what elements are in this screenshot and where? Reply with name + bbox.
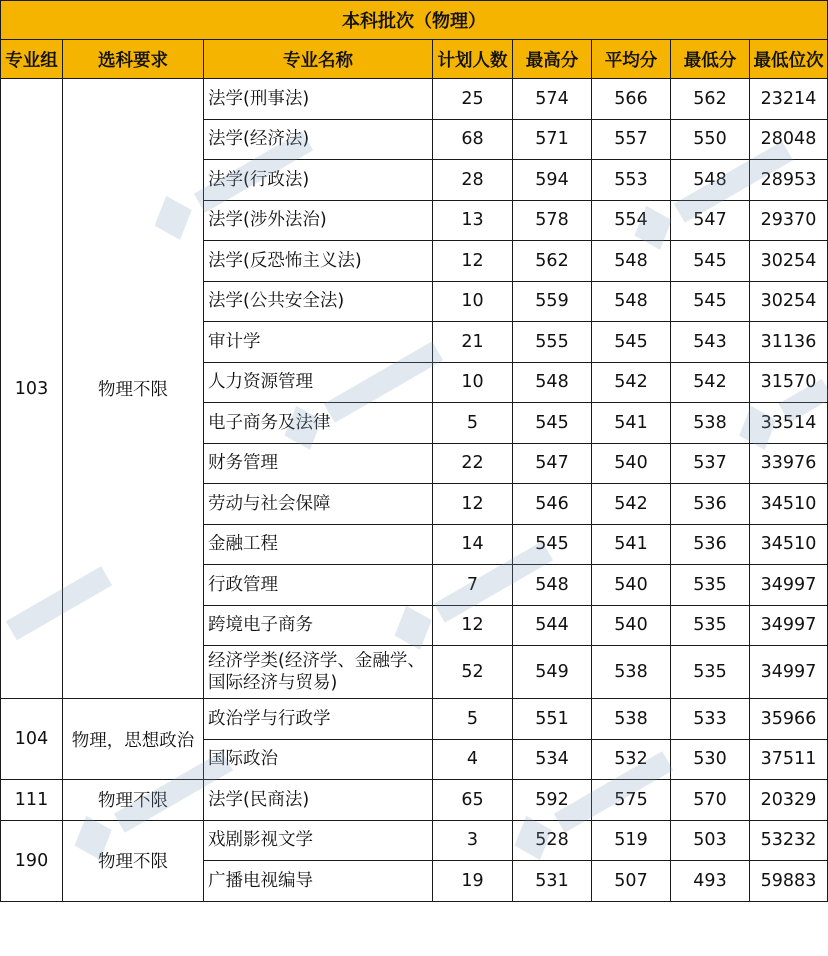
min-score-cell: 493 <box>671 861 750 902</box>
plan-count-cell: 21 <box>433 322 513 363</box>
avg-score-cell: 542 <box>592 362 671 403</box>
plan-count-cell: 4 <box>433 739 513 780</box>
avg-score-cell: 541 <box>592 524 671 565</box>
min-rank-cell: 34997 <box>750 565 828 606</box>
min-rank-cell: 34510 <box>750 524 828 565</box>
min-score-cell: 547 <box>671 200 750 241</box>
header-major: 专业名称 <box>204 40 433 79</box>
major-name-cell: 法学(反恐怖主义法) <box>204 241 433 282</box>
major-name-cell: 广播电视编导 <box>204 861 433 902</box>
table-row <box>1 780 828 821</box>
header-group: 专业组 <box>1 40 63 79</box>
min-rank-cell: 59883 <box>750 861 828 902</box>
major-name-cell: 金融工程 <box>204 524 433 565</box>
title-row <box>1 1 828 40</box>
plan-count-cell: 22 <box>433 443 513 484</box>
min-score-cell: 536 <box>671 524 750 565</box>
plan-count-cell: 7 <box>433 565 513 606</box>
max-score-cell: 548 <box>513 565 592 606</box>
major-name-cell: 戏剧影视文学 <box>204 820 433 861</box>
major-name-cell: 法学(行政法) <box>204 160 433 201</box>
major-name-cell: 法学(公共安全法) <box>204 281 433 322</box>
plan-count-cell: 28 <box>433 160 513 201</box>
header-rank: 最低位次 <box>750 40 828 79</box>
avg-score-cell: 538 <box>592 646 671 699</box>
max-score-cell: 551 <box>513 699 592 740</box>
major-name-cell: 审计学 <box>204 322 433 363</box>
major-name-cell: 财务管理 <box>204 443 433 484</box>
subject-requirement-cell: 物理，思想政治 <box>63 699 204 780</box>
major-name-cell: 法学(刑事法) <box>204 79 433 120</box>
min-score-cell: 535 <box>671 605 750 646</box>
min-score-cell: 570 <box>671 780 750 821</box>
avg-score-cell: 540 <box>592 443 671 484</box>
min-score-cell: 542 <box>671 362 750 403</box>
group-code-cell: 104 <box>1 699 63 780</box>
avg-score-cell: 519 <box>592 820 671 861</box>
plan-count-cell: 12 <box>433 605 513 646</box>
avg-score-cell: 566 <box>592 79 671 120</box>
major-name-cell: 劳动与社会保障 <box>204 484 433 525</box>
plan-count-cell: 5 <box>433 699 513 740</box>
group-code-cell: 190 <box>1 820 63 901</box>
plan-count-cell: 5 <box>433 403 513 444</box>
group-code-cell: 103 <box>1 79 63 699</box>
min-score-cell: 550 <box>671 119 750 160</box>
min-score-cell: 533 <box>671 699 750 740</box>
plan-count-cell: 12 <box>433 484 513 525</box>
min-score-cell: 545 <box>671 281 750 322</box>
min-score-cell: 503 <box>671 820 750 861</box>
min-rank-cell: 30254 <box>750 241 828 282</box>
avg-score-cell: 542 <box>592 484 671 525</box>
table-row <box>1 79 828 120</box>
plan-count-cell: 52 <box>433 646 513 699</box>
min-score-cell: 530 <box>671 739 750 780</box>
plan-count-cell: 68 <box>433 119 513 160</box>
major-name-cell: 经济学类(经济学、金融学、国际经济与贸易) <box>204 646 433 699</box>
min-score-cell: 548 <box>671 160 750 201</box>
avg-score-cell: 557 <box>592 119 671 160</box>
min-rank-cell: 20329 <box>750 780 828 821</box>
min-score-cell: 538 <box>671 403 750 444</box>
min-rank-cell: 28953 <box>750 160 828 201</box>
subject-requirement-cell: 物理不限 <box>63 820 204 901</box>
major-name-cell: 人力资源管理 <box>204 362 433 403</box>
table-row <box>1 820 828 861</box>
avg-score-cell: 538 <box>592 699 671 740</box>
max-score-cell: 559 <box>513 281 592 322</box>
min-rank-cell: 31570 <box>750 362 828 403</box>
table-row <box>1 699 828 740</box>
avg-score-cell: 507 <box>592 861 671 902</box>
max-score-cell: 545 <box>513 524 592 565</box>
min-score-cell: 537 <box>671 443 750 484</box>
max-score-cell: 562 <box>513 241 592 282</box>
header-min: 最低分 <box>671 40 750 79</box>
min-score-cell: 545 <box>671 241 750 282</box>
plan-count-cell: 65 <box>433 780 513 821</box>
min-rank-cell: 23214 <box>750 79 828 120</box>
major-name-cell: 行政管理 <box>204 565 433 606</box>
min-rank-cell: 33514 <box>750 403 828 444</box>
min-rank-cell: 31136 <box>750 322 828 363</box>
min-rank-cell: 28048 <box>750 119 828 160</box>
max-score-cell: 571 <box>513 119 592 160</box>
min-rank-cell: 35966 <box>750 699 828 740</box>
header-row <box>1 40 828 79</box>
major-name-cell: 法学(涉外法治) <box>204 200 433 241</box>
avg-score-cell: 540 <box>592 605 671 646</box>
plan-count-cell: 10 <box>433 362 513 403</box>
min-rank-cell: 33976 <box>750 443 828 484</box>
header-requirement: 选科要求 <box>63 40 204 79</box>
max-score-cell: 555 <box>513 322 592 363</box>
subject-requirement-cell: 物理不限 <box>63 79 204 699</box>
header-plan: 计划人数 <box>433 40 513 79</box>
table-body <box>1 79 828 902</box>
plan-count-cell: 13 <box>433 200 513 241</box>
avg-score-cell: 545 <box>592 322 671 363</box>
major-name-cell: 跨境电子商务 <box>204 605 433 646</box>
header-avg: 平均分 <box>592 40 671 79</box>
avg-score-cell: 540 <box>592 565 671 606</box>
avg-score-cell: 541 <box>592 403 671 444</box>
avg-score-cell: 548 <box>592 281 671 322</box>
max-score-cell: 578 <box>513 200 592 241</box>
max-score-cell: 592 <box>513 780 592 821</box>
min-score-cell: 543 <box>671 322 750 363</box>
table-title: 本科批次（物理） <box>1 1 828 40</box>
max-score-cell: 594 <box>513 160 592 201</box>
min-rank-cell: 53232 <box>750 820 828 861</box>
avg-score-cell: 532 <box>592 739 671 780</box>
min-rank-cell: 29370 <box>750 200 828 241</box>
max-score-cell: 534 <box>513 739 592 780</box>
max-score-cell: 546 <box>513 484 592 525</box>
min-rank-cell: 37511 <box>750 739 828 780</box>
max-score-cell: 548 <box>513 362 592 403</box>
major-name-cell: 政治学与行政学 <box>204 699 433 740</box>
subject-requirement-cell: 物理不限 <box>63 780 204 821</box>
major-name-cell: 法学(经济法) <box>204 119 433 160</box>
max-score-cell: 545 <box>513 403 592 444</box>
avg-score-cell: 553 <box>592 160 671 201</box>
min-rank-cell: 34997 <box>750 605 828 646</box>
header-max: 最高分 <box>513 40 592 79</box>
plan-count-cell: 19 <box>433 861 513 902</box>
min-rank-cell: 34997 <box>750 646 828 699</box>
major-name-cell: 法学(民商法) <box>204 780 433 821</box>
max-score-cell: 544 <box>513 605 592 646</box>
min-score-cell: 535 <box>671 646 750 699</box>
min-score-cell: 562 <box>671 79 750 120</box>
group-code-cell: 111 <box>1 780 63 821</box>
plan-count-cell: 3 <box>433 820 513 861</box>
min-score-cell: 536 <box>671 484 750 525</box>
avg-score-cell: 548 <box>592 241 671 282</box>
plan-count-cell: 25 <box>433 79 513 120</box>
max-score-cell: 531 <box>513 861 592 902</box>
max-score-cell: 574 <box>513 79 592 120</box>
max-score-cell: 528 <box>513 820 592 861</box>
major-name-cell: 电子商务及法律 <box>204 403 433 444</box>
min-rank-cell: 34510 <box>750 484 828 525</box>
plan-count-cell: 10 <box>433 281 513 322</box>
plan-count-cell: 12 <box>433 241 513 282</box>
avg-score-cell: 554 <box>592 200 671 241</box>
min-rank-cell: 30254 <box>750 281 828 322</box>
major-name-cell: 国际政治 <box>204 739 433 780</box>
plan-count-cell: 14 <box>433 524 513 565</box>
avg-score-cell: 575 <box>592 780 671 821</box>
max-score-cell: 549 <box>513 646 592 699</box>
min-score-cell: 535 <box>671 565 750 606</box>
max-score-cell: 547 <box>513 443 592 484</box>
